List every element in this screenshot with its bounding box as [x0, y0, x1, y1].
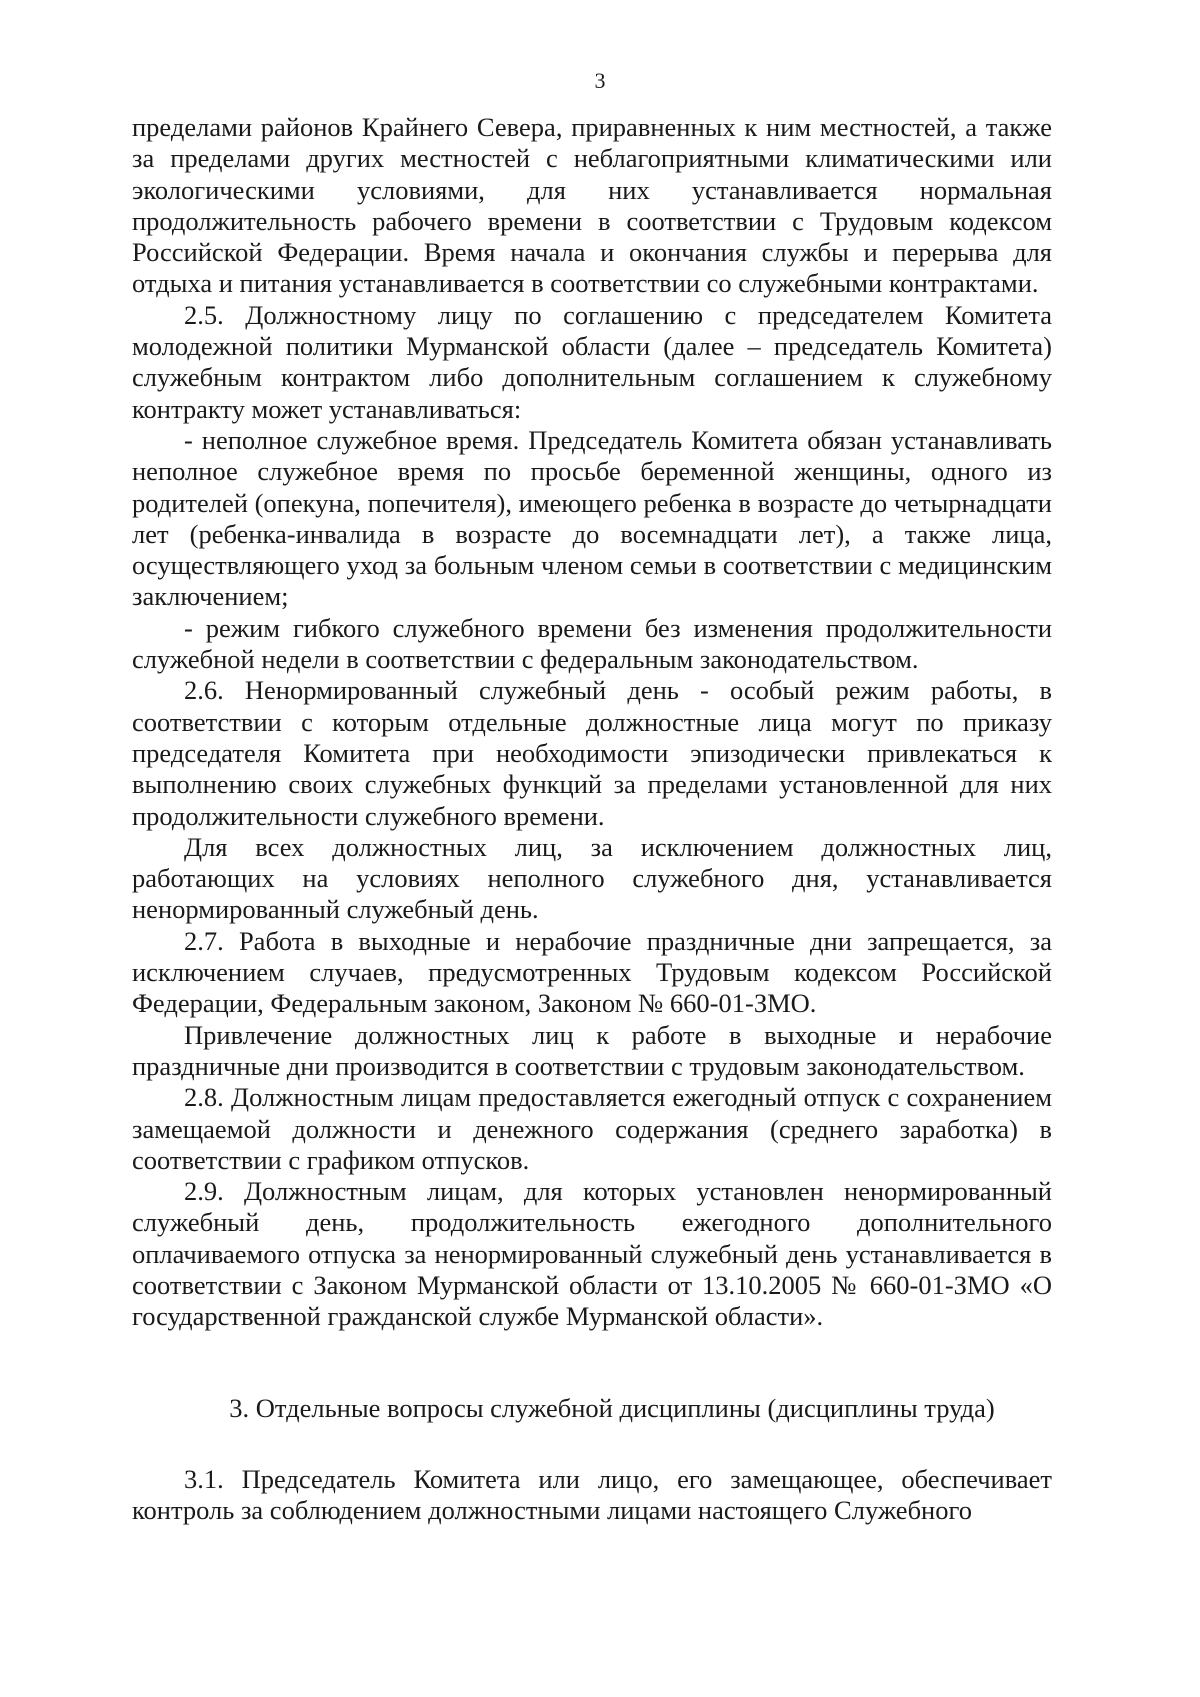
paragraph-continuation: пределами районов Крайнего Севера, приравненных к ним местностей, а также за пределами других местностей с неблагоприятными климатическими или экологическими условиями, для них устанавливается нормальная продолжительность рабочего времени в соответствии с Трудовым кодексом Российской Федерации. Время начала и окончания службы и перерыва для отдыха и питания устанавливается в соответствии со служебными контрактами. [132, 112, 1052, 299]
document-body [132, 112, 1052, 1526]
paragraph-flexible-time: - режим гибкого служебного времени без изменения продолжительности служебной недели в соответствии с федеральным законодательством. [132, 612, 1052, 675]
paragraph-part-time: - неполное служебное время. Председатель Комитета обязан устанавливать неполное служебное время по просьбе беременной женщины, одного из родителей (опекуна, попечителя), имеющего ребенка в возрасте до четырнадцати лет (ребенка-инвалида в возрасте до восемнадцати лет), а также лица, осуществляющего уход за больным членом семьи в соответствии с медицинским заключением; [132, 424, 1052, 612]
paragraph-2-6: 2.6. Ненормированный служебный день - особый режим работы, в соответствии с которым отдельные должностные лица могут по приказу председателя Комитета при необходимости эпизодически привлекаться к выполнению своих служебных функций за пределами установленной для них продолжительности служебного времени. [132, 675, 1052, 831]
paragraph-3-1: 3.1. Председатель Комитета или лицо, его замещающее, обеспечивает контроль за соблюдением должностными лицами настоящего Служебного [132, 1463, 1052, 1526]
paragraph-2-5: 2.5. Должностному лицу по соглашению с председателем Комитета молодежной политики Мурманской области (далее – председатель Комитета) служебным контрактом либо дополнительным соглашением к служебному контракту может устанавливаться: [132, 299, 1052, 424]
paragraph-2-8: 2.8. Должностным лицам предоставляется ежегодный отпуск с сохранением замещаемой должности и денежного содержания (среднего заработка) в соответствии с графиком отпусков. [132, 1082, 1052, 1175]
paragraph-irregular-day: Для всех должностных лиц, за исключением должностных лиц, работающих на условиях неполного служебного дня, устанавливается ненормированный служебный день. [132, 831, 1052, 925]
paragraph-weekend-work: Привлечение должностных лиц к работе в выходные и нерабочие праздничные дни производится в соответствии с трудовым законодательством. [132, 1019, 1052, 1081]
section-title: 3. Отдельные вопросы служебной дисциплины (дисциплины труда) [229, 1392, 995, 1423]
page-number: 3 [594, 68, 606, 93]
paragraph-2-9: 2.9. Должностным лицам, для которых установлен ненормированный служебный день, продолжительность ежегодного дополнительного оплачиваемого отпуска за ненормированный служебный день устанавливается в соответствии с Законом Мурманской области от 13.10.2005 № 660-01-ЗМО «О государственной гражданской службе Мурманской области». [132, 1176, 1052, 1332]
paragraph-2-7: 2.7. Работа в выходные и нерабочие праздничные дни запрещается, за исключением случаев, предусмотренных Трудовым кодексом Российской Федерации, Федеральным законом, Законом № 660-01-ЗМО. [132, 925, 1052, 1019]
